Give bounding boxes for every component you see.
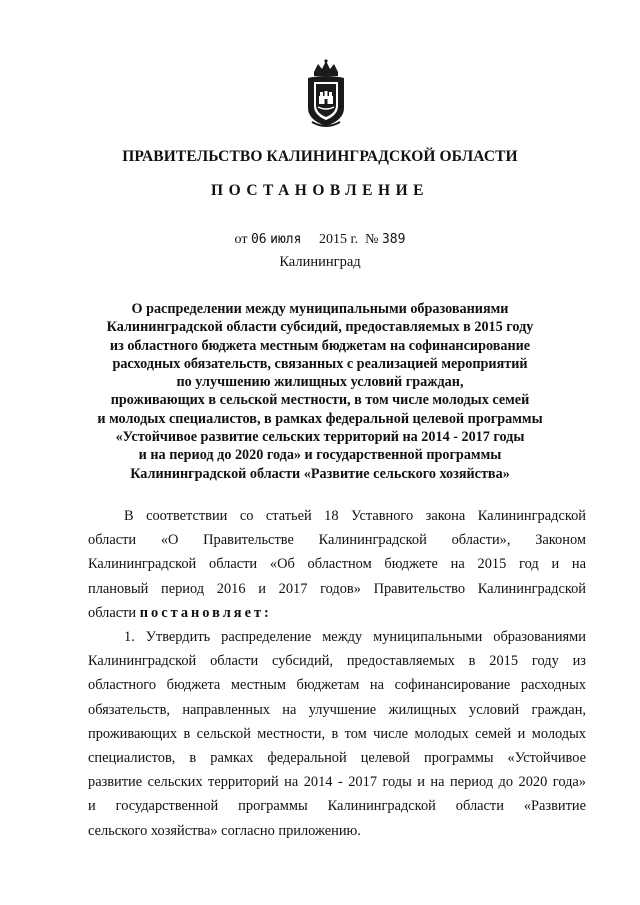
- clause-line: обязательств, направленных на улучшение жилищных условий граждан,: [88, 701, 586, 718]
- preamble-line: Калининградской области «Об областном бюджете на 2015 год и на: [88, 556, 586, 573]
- subject-line: из областного бюджета местным бюджетам на софинансирование: [109, 337, 531, 354]
- clause-line: проживающих в сельской местности, в том числе молодых семей и молодых: [88, 725, 586, 742]
- preamble-line: В соответствии со статьей 18 Уставного закона Калининградской: [124, 508, 586, 524]
- decree-word: постановляет:: [139, 604, 272, 621]
- clause-line: развитие сельских территорий на 2014 - 2017 годы и на период до 2020 года»: [88, 774, 586, 791]
- clause-line: сельского хозяйства» согласно приложению.: [88, 822, 361, 839]
- preamble-line: области «О Правительстве Калининградской области», Законом: [88, 532, 586, 549]
- document-number: 389: [381, 232, 406, 247]
- subject-line: и молодых специалистов, в рамках федеральной целевой программы: [97, 410, 543, 427]
- date-month: июля: [270, 232, 302, 247]
- preamble-prefix: области: [88, 604, 140, 621]
- subject-line: «Устойчивое развитие сельских территорий на 2014 - 2017 годы: [115, 429, 525, 446]
- clause-line: областного бюджета местным бюджетам на софинансирование расходных: [88, 677, 586, 694]
- government-title: ПРАВИТЕЛЬСТВО КАЛИНИНГРАДСКОЙ ОБЛАСТИ: [122, 148, 518, 165]
- subject-line: проживающих в сельской местности, в том числе молодых семей: [110, 392, 530, 409]
- number-sign: №: [365, 232, 379, 247]
- date-prefix: от: [234, 232, 248, 247]
- clause-line: 1. Утвердить распределение между муниципальными образованиями: [124, 629, 586, 646]
- coat-of-arms-icon: [302, 58, 350, 130]
- document-type: ПОСТАНОВЛЕНИЕ: [211, 182, 429, 199]
- subject-line: и на период до 2020 года» и государственной программы: [138, 447, 502, 464]
- subject-line: О распределении между муниципальными образованиями: [131, 301, 509, 317]
- clause-line: Калининградской области субсидий, предоставляемых в 2015 году из: [88, 653, 586, 670]
- document-body: [88, 504, 586, 843]
- clause-line: специалистов, в рамках федеральной целевой программы «Устойчивое: [88, 750, 586, 767]
- preamble-final-line: [88, 601, 586, 625]
- date-day: 06: [250, 232, 267, 247]
- subject-line: Калининградской области «Развитие сельского хозяйства»: [130, 465, 510, 482]
- preamble-line: плановый период 2016 и 2017 годов» Правительство Калининградской: [88, 580, 586, 597]
- date-number-line: [0, 232, 640, 248]
- city: Калининград: [279, 254, 361, 270]
- subject-line: расходных обязательств, связанных с реализацией мероприятий: [112, 355, 528, 372]
- year-suffix: г.: [350, 232, 359, 247]
- subject-line: по улучшению жилищных условий граждан,: [176, 374, 464, 391]
- date-year: 2015: [318, 232, 347, 247]
- subject-line: Калининградской области субсидий, предоставляемых в 2015 году: [106, 319, 534, 336]
- clause-line: и государственной программы Калининградской области «Развитие: [88, 798, 586, 815]
- document-subject: [60, 300, 580, 483]
